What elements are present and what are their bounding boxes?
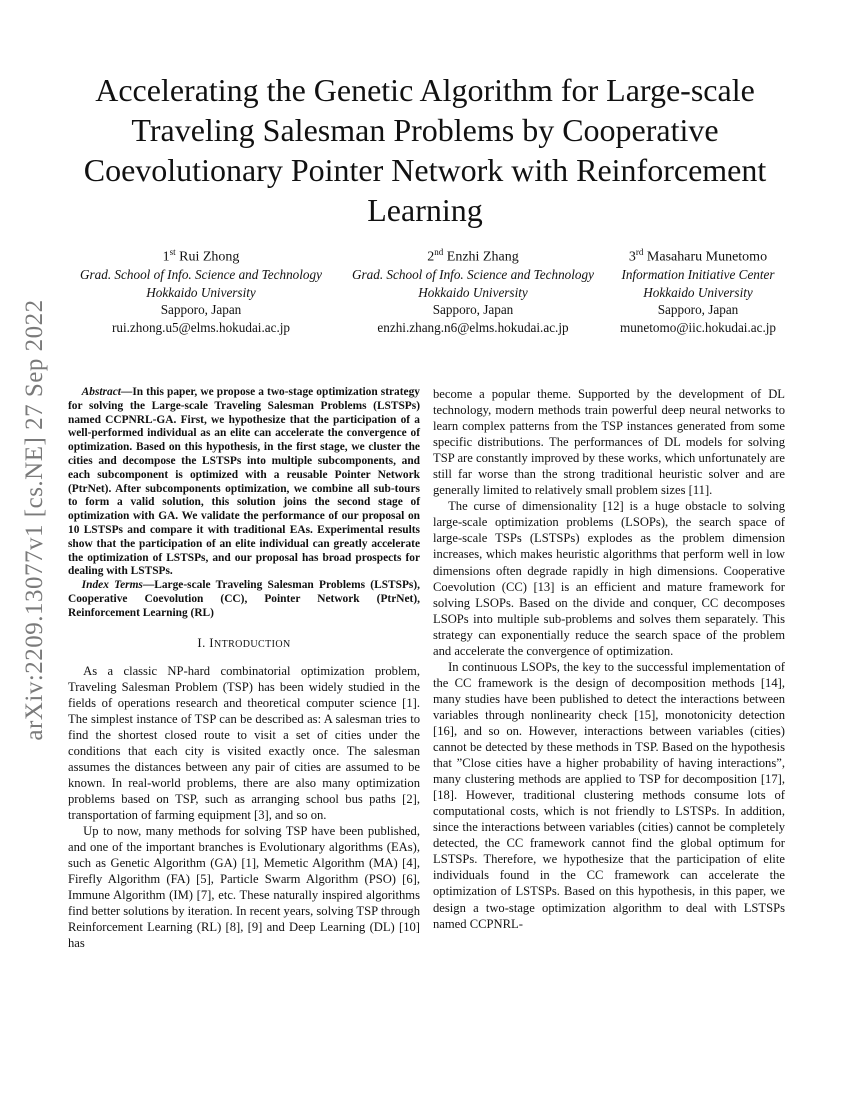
author-location: Sapporo, Japan [657,302,739,318]
abstract-text: —In this paper, we propose a two-stage optimization strategy for solving the Large-scale Traveling Salesman Problems (LSTSPs) named CCPNRL-GA. First, we hypothesize that the participation of a well-performed individual as an elite can accelerate the convergence of optimization. Based on this hypothesis, in the first stage, we cluster the cities and decompose the LSTSPs into multiple subcomponents, and each subcomponent is optimized with a reusable Pointer Network (PtrNet). After subcomponents optimization, we combine all sub-tours to form a valid solution, this solution joins the second stage of optimization with GA. We validate the performance of our proposal on 10 LSTSPs and compare it with traditional EAs. Experimental results show that the participation of an elite individual can greatly accelerate the optimization of LSTSPs, and our proposal has broad prospects for dealing with LSTSPs. [68,386,420,578]
author-affiliation: Information Initiative Center [621,267,775,283]
arxiv-id: arXiv:2209.13077v1 [cs.NE] 27 Sep 2022 [21,299,48,741]
abstract-lead: Abstract [81,386,121,398]
author-block-2 [338,244,608,336]
author-institution: Hokkaido University [146,284,256,300]
author-name: 2nd Enzhi Zhang [427,247,519,265]
author-block-3 [608,244,788,336]
author-institution: Hokkaido University [418,284,528,300]
body-paragraph: Up to now, many methods for solving TSP have been published, and one of the important branches is Evolutionary algorithms (EAs), such as Genetic Algorithm (GA) [1], Memetic Algorithm (MA) [4], Firefly Algorithm (FA) [5], Particle Swarm Algorithm (PSO) [6], Immune Algorithm (IM) [7], etc. These naturally inspired algorithms find better solutions by iteration. In recent years, solving TSP through Reinforcement Learning (RL) [8], [9] and Deep Learning (DL) [10] has [68,824,420,951]
body-paragraph: In continuous LSOPs, the key to the successful implementation of the CC framework is the design of decomposition methods [14], many studies have been published to detect the interactions between variables through nonlinearity check [15], monotonicity detection [16], and so on. However, interactions between variables (cities) cannot be detected by these methods in TSP. Based on the hypothesis that ”Close cities have a higher probability of having interactions”, many clustering methods are applied to TSP for decomposition [17], [18]. However, traditional clustering methods consume lots of computational costs, which is not friendly to LSTSPs. In addition, since the interactions between variables (cities) cannot be completely detected, the CC framework cannot find the global optimum for LSTSPs. Therefore, we hypothesize that the participation of elite individuals found in the CC framework can accelerate the optimization of LSTSPs. Based on this hypothesis, in this paper, we design a two-stage optimization algorithm to deal with LSTSPs named CCPNRL- [433,659,785,931]
index-terms-lead: Index Terms [81,579,143,592]
author-name: 1st Rui Zhong [162,247,240,265]
right-column [433,386,785,932]
author-location: Sapporo, Japan [432,302,514,318]
paper-title: Accelerating the Genetic Algorithm for Large-scale Traveling Salesman Problems by Cooperative Coevolutionary Pointer Network with Reinforcement Learning [83,72,767,228]
abstract [68,386,420,579]
index-terms-text: —Large-scale Traveling Salesman Problems (LSTSPs), Cooperative Coevolution (CC), Pointer Network (PtrNet), Reinforcement Learning (RL) [68,579,420,619]
author-institution: Hokkaido University [643,284,753,300]
author-affiliation: Grad. School of Info. Science and Technology [80,267,322,283]
arxiv-stamp [8,270,62,770]
index-terms [68,579,420,620]
author-name: 3rd Masaharu Munetomo [628,247,768,265]
left-column [68,386,420,951]
author-email: munetomo@iic.hokudai.ac.jp [619,319,777,335]
body-paragraph: become a popular theme. Supported by the development of DL technology, modern methods train powerful deep neural networks to learn complex patterns from the TSP instances generated from some specific distributions. The performances of DL models for solving TSP are constantly improved by these works, which unfortunately are still far worse than the strong traditional heuristic solver and are generally limited to relatively small problem sizes [11]. [433,387,785,498]
author-email: enzhi.zhang.n6@elms.hokudai.ac.jp [377,319,569,335]
body-paragraph: As a classic NP-hard combinatorial optimization problem, Traveling Salesman Problem (TSP) has been widely studied in the fields of operations research and theoretical computer science [1]. The simplest instance of TSP can be described as: A salesman tries to find the shortest closed route to visit a set of cities under the conditions that each city is visited exactly once. The salesman assumes the distances between any pair of cities are assumed to be known. In real-world problems, there are also many optimization problems based on TSP, such as arranging school bus paths [2], transportation of farming equipment [3], and so on. [68,663,420,823]
author-location: Sapporo, Japan [160,302,242,318]
body-paragraph: The curse of dimensionality [12] is a huge obstacle to solving large-scale optimization problems (LSOPs), the search space of large-scale TSPs (LSTSPs) explodes as the problem dimension increases, which makes heuristic algorithms that perform well in low dimensions often degrade rapidly in high dimensions. Cooperative Coevolution (CC) [13] is an efficient and mature framework for solving LSOPs. Based on the divide and conquer, CC decomposes LSOPs into multiple sub-problems and solves them separately. This strategy can exponentially reduce the search space of the problem and accelerate the convergence of optimization. [433,499,785,658]
section-heading-introduction: I. INTRODUCTION [197,635,291,650]
author-block-1 [66,244,336,336]
author-email: rui.zhong.u5@elms.hokudai.ac.jp [111,319,291,335]
author-affiliation: Grad. School of Info. Science and Technology [352,267,594,283]
